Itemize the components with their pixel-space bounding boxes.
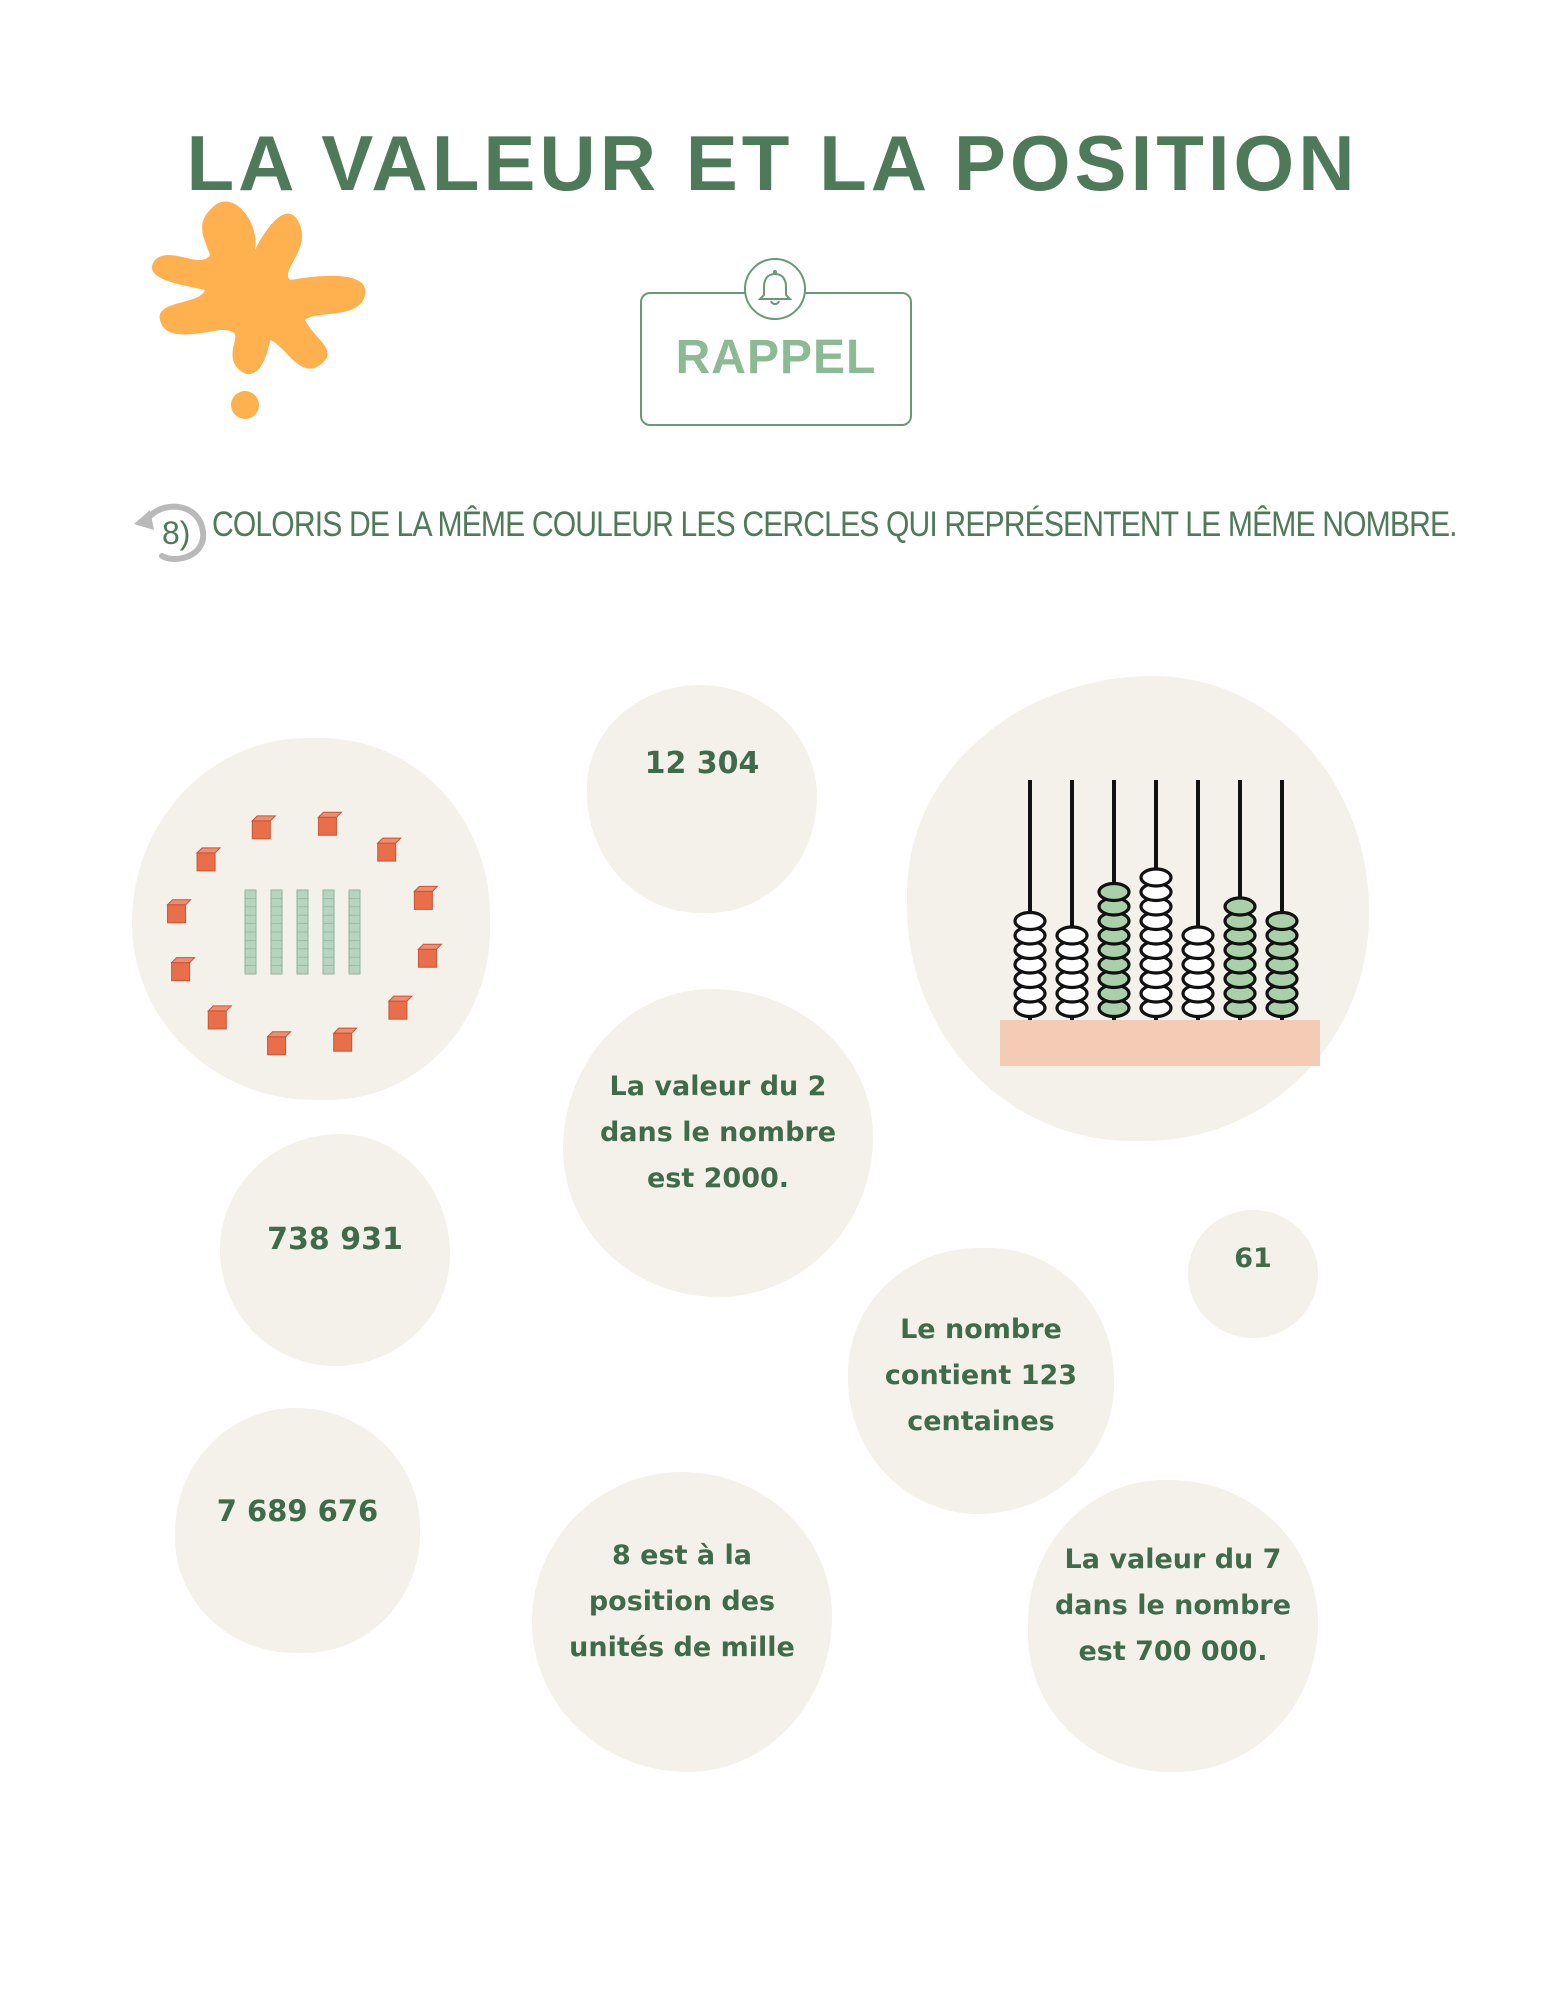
abacus — [1000, 780, 1320, 1070]
page-title: LA VALEUR ET LA POSITION — [186, 119, 1359, 207]
abacus-rod — [1057, 780, 1087, 1020]
unit-cube — [318, 812, 341, 835]
unit-cube — [334, 1028, 357, 1051]
blob-valeur-du-2 — [563, 989, 873, 1297]
text-line: dans le nombre — [1054, 1590, 1292, 1621]
abacus-rod — [1267, 780, 1297, 1020]
abacus-rod — [1015, 780, 1045, 1020]
unit-cube — [168, 900, 191, 923]
number-61: 61 — [1234, 1243, 1272, 1274]
bell-icon-badge — [744, 258, 806, 320]
question-number: 8) — [162, 515, 191, 551]
rappel-label: RAPPEL — [675, 331, 877, 384]
base-ten-blocks — [160, 800, 480, 1090]
text-line: position des — [588, 1586, 776, 1617]
abacus-bead — [1015, 913, 1045, 930]
instruction-text: COLORIS DE LA MÊME COULEUR LES CERCLES QUI REPRÉSENTENT LE MÊME NOMBRE. — [212, 505, 1457, 544]
number-738931: 738 931 — [267, 1222, 403, 1257]
unit-cube — [418, 944, 441, 967]
blob-123-centaines — [848, 1248, 1114, 1514]
ten-rod — [297, 890, 308, 974]
abacus-rod — [1099, 780, 1129, 1020]
unit-cube — [172, 958, 195, 981]
text-line: centaines — [907, 1406, 1055, 1437]
abacus-rod — [1183, 780, 1213, 1020]
text-line: La valeur du 2 — [609, 1071, 827, 1102]
text-line: dans le nombre — [599, 1117, 837, 1148]
text-line: unités de mille — [569, 1632, 795, 1663]
text-line: Le nombre — [900, 1314, 1062, 1345]
unit-cube — [208, 1006, 231, 1029]
blob-number-738931 — [220, 1134, 450, 1366]
text-line: 8 est à la — [612, 1540, 752, 1571]
text-line: La valeur du 7 — [1064, 1544, 1282, 1575]
text-line: contient 123 — [884, 1360, 1078, 1391]
unit-cube — [197, 848, 220, 871]
blob-number-7689676 — [175, 1408, 420, 1653]
unit-cube — [414, 886, 437, 909]
blob-number-61 — [1188, 1210, 1318, 1338]
text-line: est 700 000. — [1078, 1636, 1268, 1667]
ten-rod — [323, 890, 334, 974]
unit-cube — [252, 816, 275, 839]
undo-arrow-icon — [128, 496, 210, 566]
blob-8-unites-de-mille — [532, 1472, 832, 1772]
bell-icon — [746, 260, 804, 318]
text-line: est 2000. — [646, 1163, 790, 1194]
number-12304: 12 304 — [644, 746, 760, 781]
unit-cube — [378, 838, 401, 861]
ten-rod — [349, 890, 360, 974]
unit-cube — [268, 1032, 291, 1055]
blob-valeur-du-7 — [1028, 1480, 1318, 1772]
abacus-rod — [1141, 780, 1171, 1020]
ten-rod — [271, 890, 282, 974]
abacus-base — [1000, 1020, 1320, 1066]
abacus-rod — [1225, 780, 1255, 1020]
ten-rod — [245, 890, 256, 974]
abacus-bead — [1225, 898, 1255, 915]
abacus-bead — [1267, 913, 1297, 930]
abacus-bead — [1183, 927, 1213, 944]
abacus-bead — [1141, 869, 1171, 886]
unit-cube — [389, 996, 412, 1019]
paint-splat-decoration — [140, 180, 400, 420]
abacus-bead — [1099, 884, 1129, 901]
blob-number-12304 — [587, 685, 817, 913]
number-7689676: 7 689 676 — [216, 1493, 379, 1528]
abacus-bead — [1057, 927, 1087, 944]
